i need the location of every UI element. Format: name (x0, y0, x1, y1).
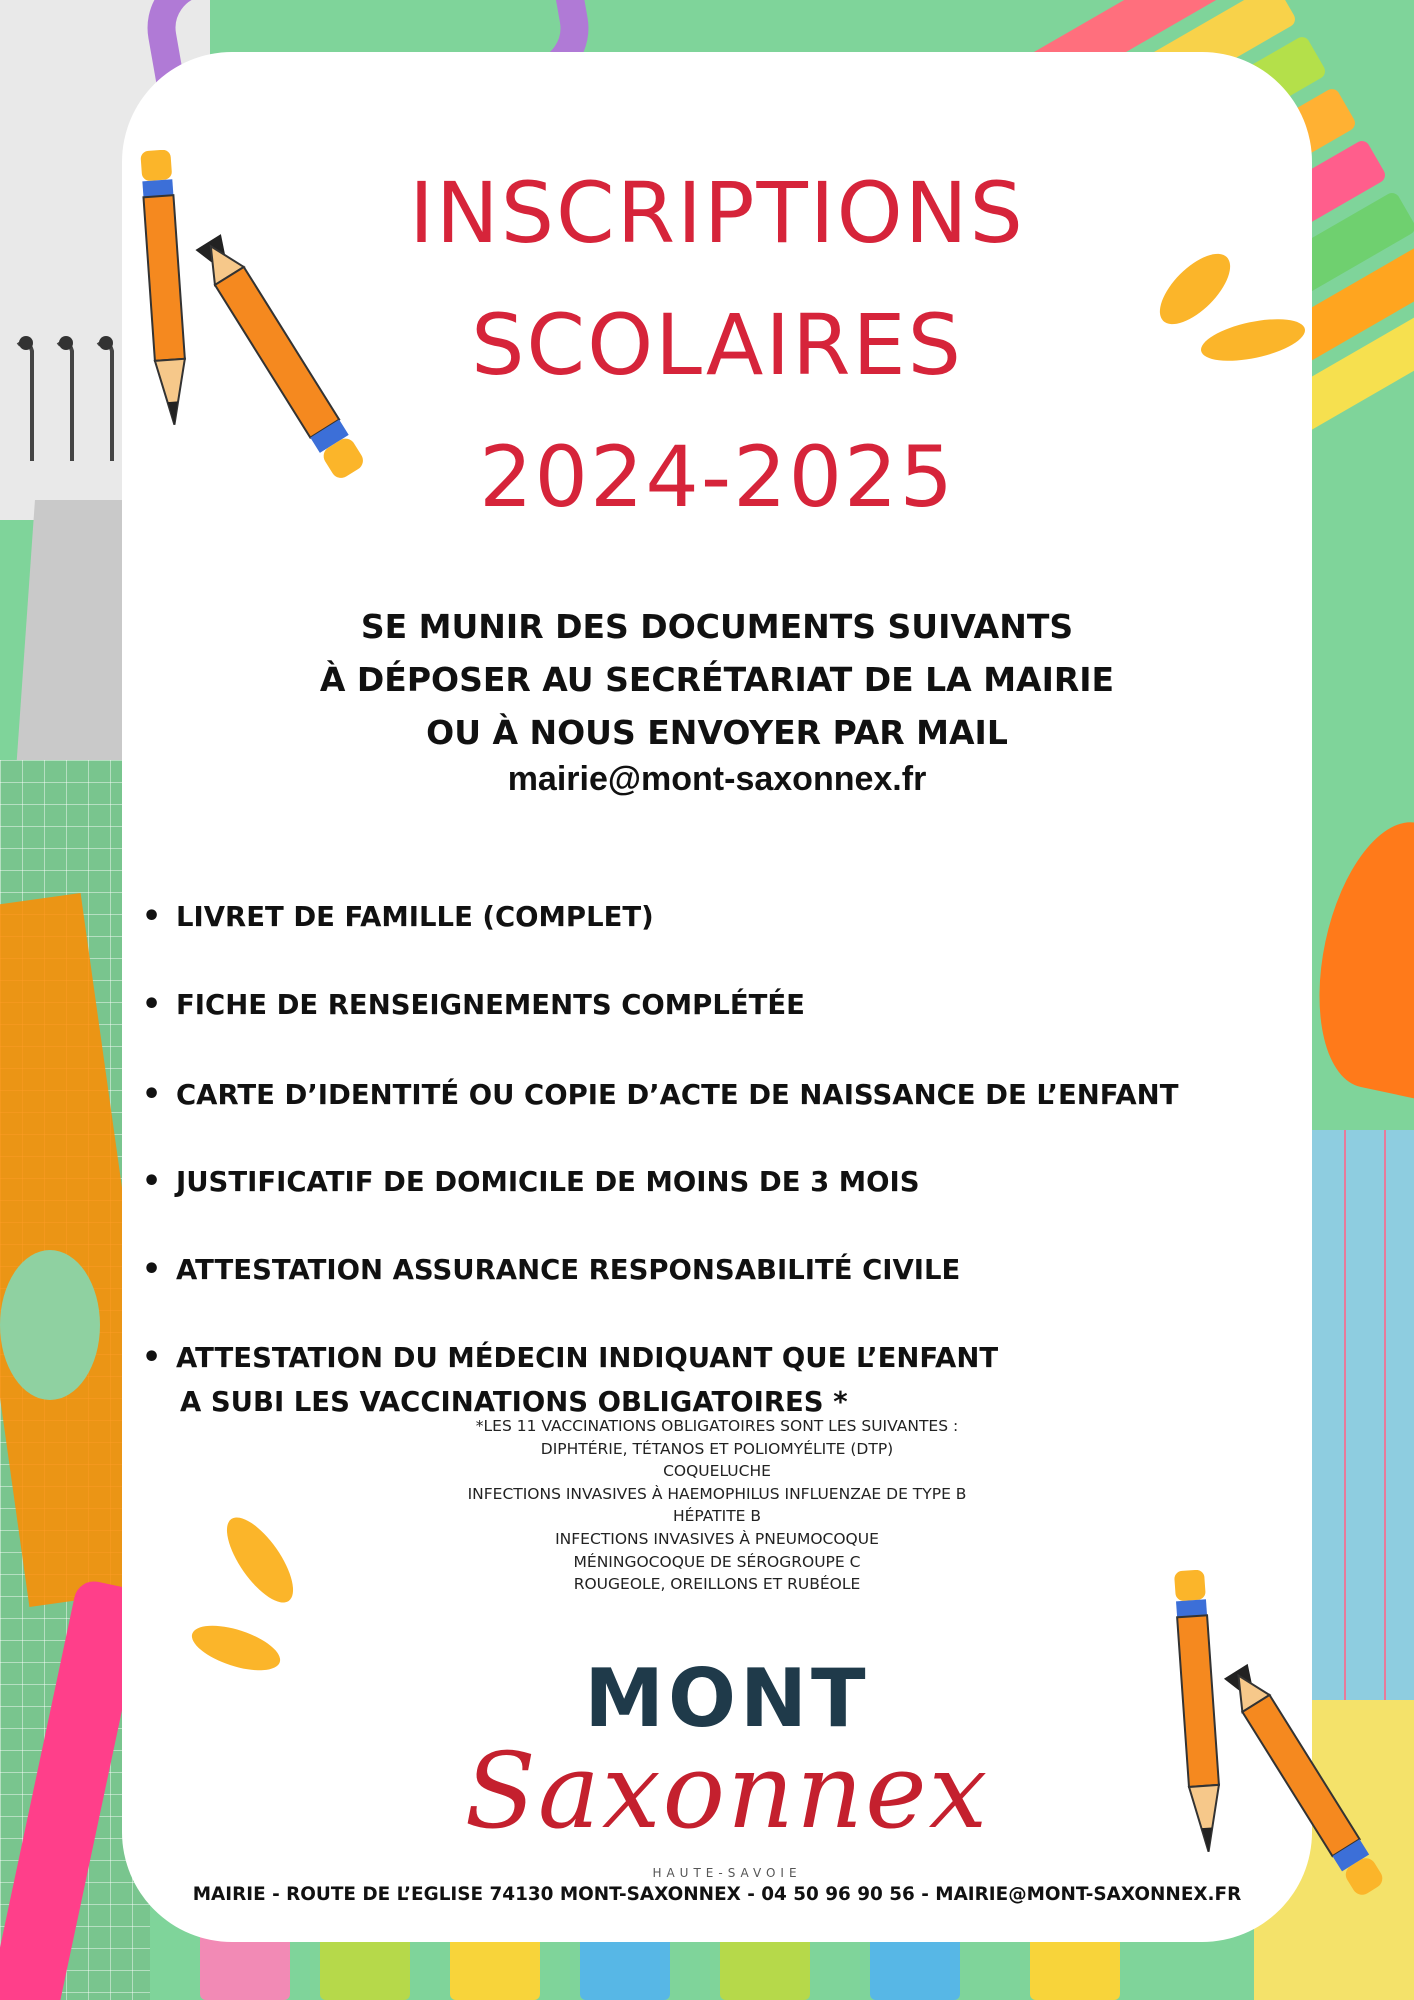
instructions (122, 600, 1312, 759)
document-label-continued: A SUBI LES VACCINATIONS OBLIGATOIRES * (180, 1386, 848, 1418)
contact-email[interactable]: mairie@mont-saxonnex.fr (507, 760, 927, 798)
footnote-line: COQUELUCHE (663, 1462, 771, 1481)
footnote-line: HÉPATITE B (672, 1507, 762, 1526)
list-item (142, 1073, 1178, 1117)
logo-haute-savoie: HAUTE-SAVOIE (652, 1866, 802, 1880)
document-label: ATTESTATION ASSURANCE RESPONSABILITÉ CIVILE (176, 1254, 961, 1286)
mont-saxonnex-logo (362, 1652, 1092, 1897)
list-item (142, 1160, 920, 1204)
instructions-line-1: SE MUNIR DES DOCUMENTS SUIVANTS (360, 607, 1074, 646)
bullet: • (142, 1164, 162, 1199)
bullet: • (142, 1252, 162, 1287)
ruler-cutout (0, 1250, 100, 1400)
list-item (142, 895, 654, 939)
list-item (142, 1248, 960, 1292)
title-line-3: 2024-2025 (479, 428, 955, 526)
document-label: LIVRET DE FAMILLE (COMPLET) (176, 901, 654, 933)
instructions-line-2: À DÉPOSER AU SECRÉTARIAT DE LA MAIRIE (319, 660, 1115, 699)
title-line-2: SCOLAIRES (471, 296, 963, 394)
pencil-icon (190, 230, 380, 500)
footnote-line: ROUGEOLE, OREILLONS ET RUBÉOLE (573, 1575, 861, 1594)
vaccination-footnote (122, 1415, 1312, 1596)
footnote-line: *LES 11 VACCINATIONS OBLIGATOIRES SONT LES SUIVANTES : (475, 1417, 959, 1435)
footer-contact: MAIRIE - ROUTE DE L’EGLISE 74130 MONT-SAXONNEX - 04 50 96 90 56 - MAIRIE@MONT-SAXONNEX.FR (192, 1884, 1242, 1905)
footnote-line: MÉNINGOCOQUE DE SÉROGROUPE C (573, 1552, 861, 1571)
logo-saxonnex: Saxonnex (464, 1730, 990, 1852)
notebook-spiral (8, 335, 128, 485)
footnote-line: INFECTIONS INVASIVES À HAEMOPHILUS INFLUENZAE DE TYPE B (467, 1484, 967, 1503)
logo-mont: MONT (584, 1652, 870, 1745)
document-label: JUSTIFICATIF DE DOMICILE DE MOINS DE 3 MOIS (176, 1166, 920, 1198)
instructions-line-3: OU À NOUS ENVOYER PAR MAIL (426, 713, 1008, 752)
document-label: ATTESTATION DU MÉDECIN INDIQUANT QUE L’ENFANT (176, 1342, 999, 1374)
footnote-line: INFECTIONS INVASIVES À PNEUMOCOQUE (555, 1529, 879, 1548)
title-line-1: INSCRIPTIONS (409, 164, 1025, 262)
document-label: CARTE D’IDENTITÉ OU COPIE D’ACTE DE NAISSANCE DE L’ENFANT (176, 1079, 1179, 1111)
list-item (142, 983, 805, 1027)
list-item (142, 1336, 998, 1424)
footnote-line: DIPHTÉRIE, TÉTANOS ET POLIOMYÉLITE (DTP) (540, 1439, 894, 1458)
pencil-icon (1220, 1660, 1400, 1920)
bullet: • (142, 1077, 162, 1112)
bullet: • (142, 987, 162, 1022)
bullet: • (142, 899, 162, 934)
bullet: • (142, 1340, 162, 1375)
document-label: FICHE DE RENSEIGNEMENTS COMPLÉTÉE (176, 989, 805, 1021)
orange-protractor (1297, 809, 1414, 1100)
